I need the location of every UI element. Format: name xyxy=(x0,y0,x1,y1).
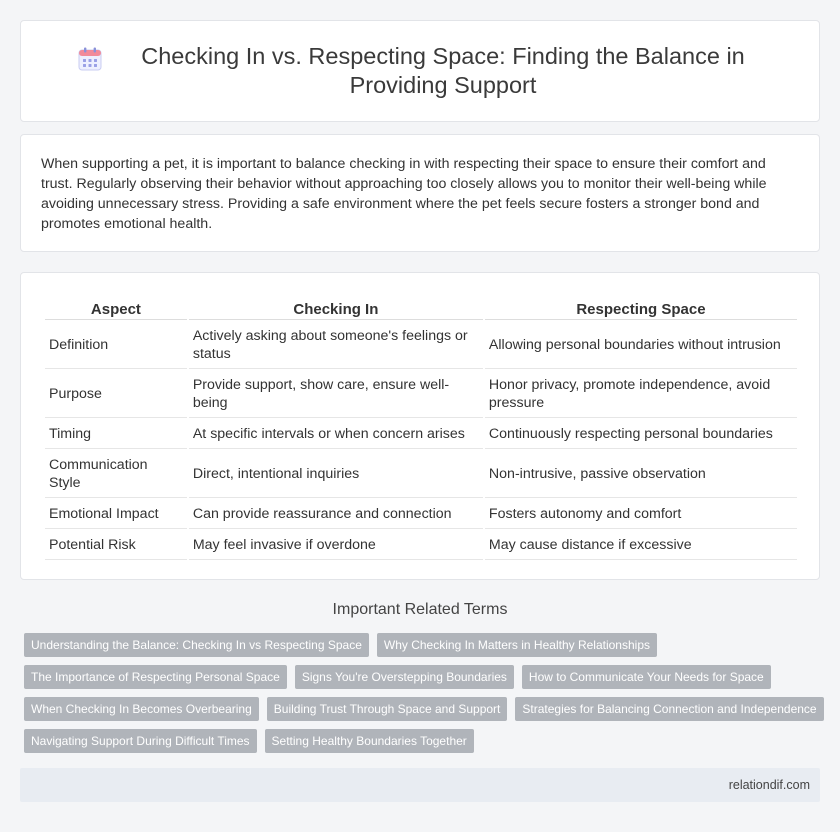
related-term-link[interactable]: Navigating Support During Difficult Times xyxy=(24,729,257,753)
related-term-link[interactable]: Setting Healthy Boundaries Together xyxy=(265,729,474,753)
related-terms-title: Important Related Terms xyxy=(332,601,508,618)
cell-respecting-space: Continuously respecting personal boundaries xyxy=(485,420,797,449)
footer xyxy=(20,768,820,802)
related-term-link[interactable]: When Checking In Becomes Overbearing xyxy=(24,697,259,721)
cell-checking-in: Provide support, show care, ensure well-being xyxy=(189,371,483,418)
cell-aspect: Timing xyxy=(45,420,187,449)
table-row xyxy=(45,500,797,529)
tag-row xyxy=(24,633,824,657)
cell-aspect: Purpose xyxy=(45,371,187,418)
cell-respecting-space: Honor privacy, promote independence, avoid pressure xyxy=(485,371,797,418)
header-card xyxy=(20,20,820,122)
tag-row xyxy=(24,729,824,753)
intro-paragraph: When supporting a pet, it is important to balance checking in with respecting their space to ensure their comfort and trust. Regularly observing their behavior without approaching too closely allows you to monitor their well-being while avoiding unnecessary stress. Providing a safe environment where the pet feels secure fosters a stronger bond and promotes emotional health. xyxy=(41,156,767,232)
cell-aspect: Emotional Impact xyxy=(45,500,187,529)
table-row xyxy=(45,451,797,498)
table-row xyxy=(45,420,797,449)
related-term-link[interactable]: Building Trust Through Space and Support xyxy=(267,697,508,721)
cell-respecting-space: May cause distance if excessive xyxy=(485,531,797,560)
related-term-link[interactable]: The Importance of Respecting Personal Space xyxy=(24,665,287,689)
cell-aspect: Definition xyxy=(45,322,187,369)
cell-checking-in: Can provide reassurance and connection xyxy=(189,500,483,529)
header-checking-in: Checking In xyxy=(189,297,483,320)
related-term-link[interactable]: Understanding the Balance: Checking In vs Respecting Space xyxy=(24,633,369,657)
related-term-link[interactable]: Strategies for Balancing Connection and Independence xyxy=(515,697,823,721)
cell-respecting-space: Non-intrusive, passive observation xyxy=(485,451,797,498)
related-terms-list xyxy=(24,633,824,761)
calendar-icon xyxy=(77,46,103,72)
intro-card xyxy=(20,134,820,252)
table-row xyxy=(45,531,797,560)
table-row xyxy=(45,371,797,418)
cell-respecting-space: Fosters autonomy and comfort xyxy=(485,500,797,529)
cell-aspect: Potential Risk xyxy=(45,531,187,560)
related-term-link[interactable]: Signs You're Overstepping Boundaries xyxy=(295,665,514,689)
tag-row xyxy=(24,697,824,721)
related-term-link[interactable]: How to Communicate Your Needs for Space xyxy=(522,665,771,689)
site-name: relationdif.com xyxy=(728,778,810,792)
table-row xyxy=(45,322,797,369)
cell-checking-in: At specific intervals or when concern arises xyxy=(189,420,483,449)
tag-row xyxy=(24,665,824,689)
cell-aspect: Communication Style xyxy=(45,451,187,498)
table-header-row xyxy=(45,297,797,320)
related-term-link[interactable]: Why Checking In Matters in Healthy Relationships xyxy=(377,633,657,657)
page-title: Checking In vs. Respecting Space: Finding the Balance in Providing Support xyxy=(141,43,745,98)
cell-checking-in: Direct, intentional inquiries xyxy=(189,451,483,498)
cell-checking-in: Actively asking about someone's feelings or status xyxy=(189,322,483,369)
cell-checking-in: May feel invasive if overdone xyxy=(189,531,483,560)
comparison-table xyxy=(43,295,799,562)
header-respecting-space: Respecting Space xyxy=(485,297,797,320)
comparison-table-card xyxy=(20,272,820,580)
cell-respecting-space: Allowing personal boundaries without intrusion xyxy=(485,322,797,369)
header-aspect: Aspect xyxy=(45,297,187,320)
